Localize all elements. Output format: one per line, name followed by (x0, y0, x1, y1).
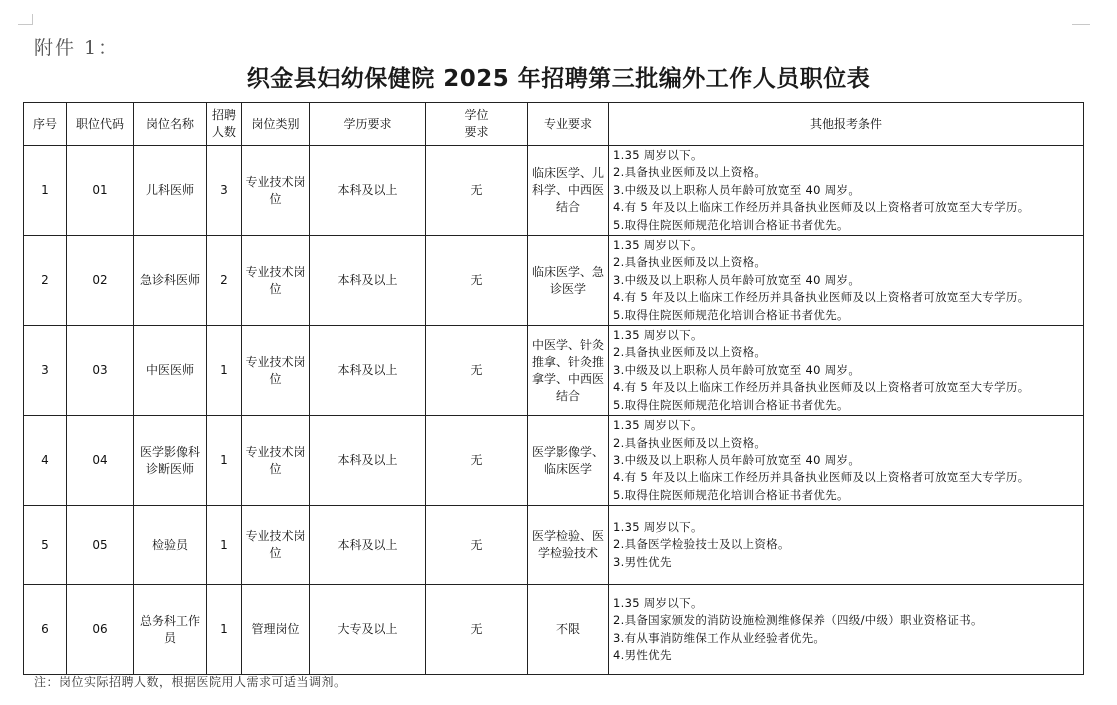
header-code: 职位代码 (67, 103, 134, 146)
cell-conditions (609, 236, 1084, 326)
cell-education: 本科及以上 (310, 506, 426, 585)
cell-name: 儿科医师 (134, 146, 207, 236)
cell-category: 专业技术岗位 (242, 326, 310, 416)
cell-name: 急诊科医师 (134, 236, 207, 326)
cell-seq: 6 (24, 585, 67, 675)
condition-line: 4.男性优先 (613, 648, 672, 663)
condition-line: 1.35 周岁以下。 (613, 238, 703, 253)
condition-line: 2.具备执业医师及以上资格。 (613, 435, 767, 450)
header-count-line2: 人数 (211, 125, 236, 139)
cell-code: 04 (67, 416, 134, 506)
condition-line: 5.取得住院医师规范化培训合格证书者优先。 (613, 307, 849, 322)
condition-line: 2.具备执业医师及以上资格。 (613, 165, 767, 180)
cell-degree: 无 (426, 146, 528, 236)
cell-seq: 4 (24, 416, 67, 506)
condition-line: 1.35 周岁以下。 (613, 418, 703, 433)
page-corner-mark (1072, 14, 1090, 25)
condition-line: 1.35 周岁以下。 (613, 520, 703, 535)
cell-education: 大专及以上 (310, 585, 426, 675)
cell-major: 不限 (528, 585, 609, 675)
condition-line: 3.男性优先 (613, 554, 672, 569)
cell-major: 医学影像学、临床医学 (528, 416, 609, 506)
cell-count: 3 (207, 146, 242, 236)
condition-line: 4.有 5 年及以上临床工作经历并具备执业医师及以上资格者可放宽至大专学历。 (613, 380, 1030, 395)
cell-seq: 2 (24, 236, 67, 326)
cell-major: 中医学、针灸推拿、针灸推拿学、中西医结合 (528, 326, 609, 416)
condition-line: 3.有从事消防维保工作从业经验者优先。 (613, 630, 826, 645)
cell-degree: 无 (426, 326, 528, 416)
cell-education: 本科及以上 (310, 326, 426, 416)
cell-name: 医学影像科诊断医师 (134, 416, 207, 506)
page-title: 织金县妇幼保健院 2025 年招聘第三批编外工作人员职位表 (246, 66, 871, 92)
header-name: 岗位名称 (134, 103, 207, 146)
cell-seq: 1 (24, 146, 67, 236)
cell-degree: 无 (426, 585, 528, 675)
header-category: 岗位类别 (242, 103, 310, 146)
cell-category: 专业技术岗位 (242, 416, 310, 506)
cell-conditions (609, 585, 1084, 675)
condition-line: 3.中级及以上职称人员年龄可放宽至 40 周岁。 (613, 182, 861, 197)
header-count (207, 103, 242, 146)
cell-seq: 5 (24, 506, 67, 585)
condition-line: 2.具备国家颁发的消防设施检测维修保养（四级/中级）职业资格证书。 (613, 613, 983, 628)
cell-education: 本科及以上 (310, 146, 426, 236)
condition-line: 5.取得住院医师规范化培训合格证书者优先。 (613, 217, 849, 232)
table-row (24, 506, 1084, 585)
cell-major: 临床医学、急诊医学 (528, 236, 609, 326)
cell-name: 总务科工作员 (134, 585, 207, 675)
cell-seq: 3 (24, 326, 67, 416)
cell-major: 医学检验、医学检验技术 (528, 506, 609, 585)
condition-line: 4.有 5 年及以上临床工作经历并具备执业医师及以上资格者可放宽至大专学历。 (613, 470, 1030, 485)
cell-degree: 无 (426, 236, 528, 326)
cell-education: 本科及以上 (310, 416, 426, 506)
cell-conditions (609, 146, 1084, 236)
condition-line: 2.具备执业医师及以上资格。 (613, 255, 767, 270)
condition-line: 4.有 5 年及以上临床工作经历并具备执业医师及以上资格者可放宽至大专学历。 (613, 200, 1030, 215)
header-education: 学历要求 (310, 103, 426, 146)
header-other: 其他报考条件 (609, 103, 1084, 146)
position-table (23, 102, 1084, 675)
condition-line: 5.取得住院医师规范化培训合格证书者优先。 (613, 487, 849, 502)
cell-code: 02 (67, 236, 134, 326)
condition-line: 1.35 周岁以下。 (613, 148, 703, 162)
attachment-label: 附件 1： (34, 37, 120, 59)
condition-line: 2.具备执业医师及以上资格。 (613, 345, 767, 360)
header-degree-line1: 学位 (464, 108, 489, 122)
table-row (24, 585, 1084, 675)
cell-name: 中医医师 (134, 326, 207, 416)
table-header-row (24, 103, 1084, 146)
cell-code: 06 (67, 585, 134, 675)
cell-code: 03 (67, 326, 134, 416)
condition-line: 1.35 周岁以下。 (613, 328, 703, 343)
table-row (24, 326, 1084, 416)
cell-count: 1 (207, 585, 242, 675)
header-seq: 序号 (24, 103, 67, 146)
cell-category: 管理岗位 (242, 585, 310, 675)
cell-category: 专业技术岗位 (242, 506, 310, 585)
cell-degree: 无 (426, 506, 528, 585)
condition-line: 3.中级及以上职称人员年龄可放宽至 40 周岁。 (613, 362, 861, 377)
cell-education: 本科及以上 (310, 236, 426, 326)
footnote: 注：岗位实际招聘人数，根据医院用人需求可适当调剂。 (34, 675, 347, 689)
cell-category: 专业技术岗位 (242, 236, 310, 326)
cell-conditions (609, 326, 1084, 416)
cell-category: 专业技术岗位 (242, 146, 310, 236)
header-count-line1: 招聘 (211, 108, 236, 122)
header-degree (426, 103, 528, 146)
cell-code: 01 (67, 146, 134, 236)
cell-count: 1 (207, 506, 242, 585)
header-degree-line2: 要求 (464, 125, 489, 139)
condition-line: 2.具备医学检验技士及以上资格。 (613, 537, 790, 552)
cell-count: 1 (207, 416, 242, 506)
condition-line: 3.中级及以上职称人员年龄可放宽至 40 周岁。 (613, 272, 861, 287)
cell-name: 检验员 (134, 506, 207, 585)
header-major: 专业要求 (528, 103, 609, 146)
cell-conditions (609, 506, 1084, 585)
cell-conditions (609, 416, 1084, 506)
cell-major: 临床医学、儿科学、中西医结合 (528, 146, 609, 236)
table-row (24, 146, 1084, 236)
condition-line: 3.中级及以上职称人员年龄可放宽至 40 周岁。 (613, 452, 861, 467)
cell-count: 1 (207, 326, 242, 416)
table-row (24, 236, 1084, 326)
page-corner-mark (18, 14, 33, 25)
table-row (24, 416, 1084, 506)
condition-line: 4.有 5 年及以上临床工作经历并具备执业医师及以上资格者可放宽至大专学历。 (613, 290, 1030, 305)
condition-line: 5.取得住院医师规范化培训合格证书者优先。 (613, 397, 849, 412)
condition-line: 1.35 周岁以下。 (613, 595, 703, 610)
cell-code: 05 (67, 506, 134, 585)
cell-count: 2 (207, 236, 242, 326)
cell-degree: 无 (426, 416, 528, 506)
